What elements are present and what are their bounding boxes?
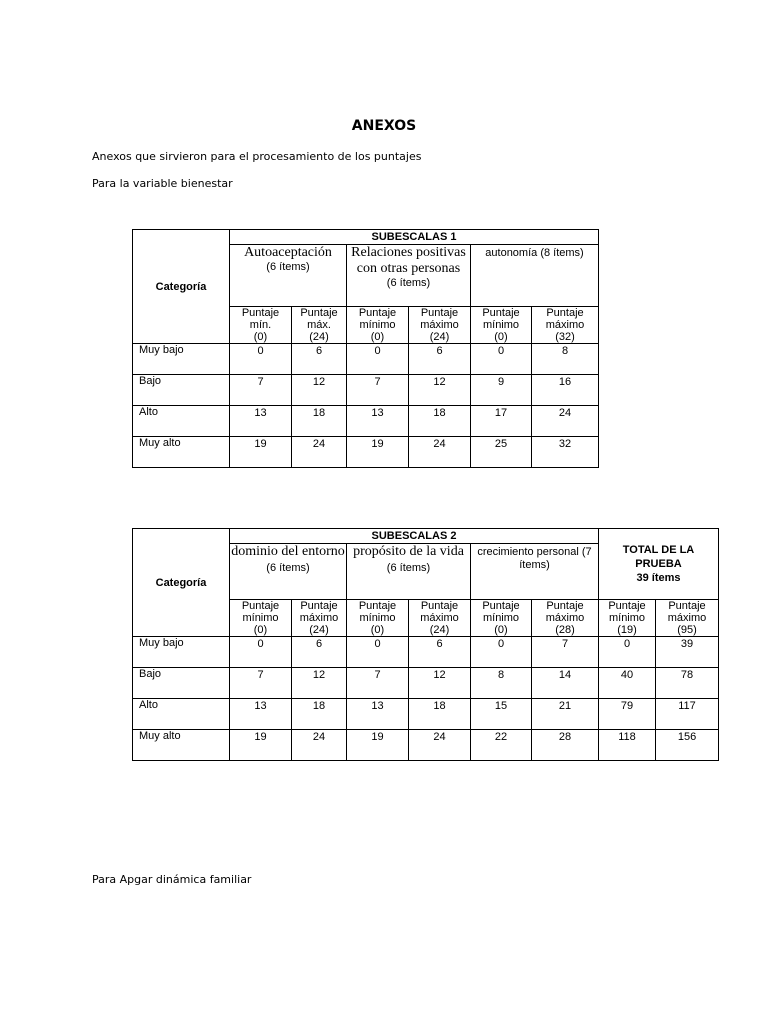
cell: 39 xyxy=(656,637,719,668)
subescalas-header: SUBESCALAS 2 xyxy=(230,529,599,544)
total-items: 39 ítems xyxy=(636,572,681,584)
cell: 0 xyxy=(471,344,532,375)
cell: 7 xyxy=(230,668,292,699)
subscale-autoaceptacion xyxy=(230,245,347,307)
total-title: TOTAL DE LA PRUEBA xyxy=(622,544,695,570)
score-head: Puntaje mínimo (0) xyxy=(347,600,409,637)
score-head: Puntaje máximo (24) xyxy=(292,600,347,637)
score-head: Puntaje máximo (24) xyxy=(409,600,471,637)
cell: 13 xyxy=(347,406,409,437)
table-row xyxy=(133,637,719,668)
table-row xyxy=(133,668,719,699)
subscale-items: (6 ítems) xyxy=(386,277,431,289)
row-label: Muy bajo xyxy=(133,637,230,668)
cell: 0 xyxy=(599,637,656,668)
subscale-name: dominio del entorno (6 ítems) xyxy=(231,544,345,574)
categoria-header: Categoría xyxy=(133,529,230,637)
score-head: Puntaje máximo (28) xyxy=(532,600,599,637)
table-row xyxy=(133,437,599,468)
variable-paragraph: Para la variable bienestar xyxy=(92,177,233,190)
cell: 118 xyxy=(599,730,656,761)
cell: 12 xyxy=(409,375,471,406)
cell: 0 xyxy=(347,344,409,375)
cell: 13 xyxy=(230,406,292,437)
cell: 12 xyxy=(409,668,471,699)
table-row xyxy=(133,406,599,437)
cell: 18 xyxy=(409,406,471,437)
table-row xyxy=(133,730,719,761)
subscale-name: crecimiento personal (7 ítems) xyxy=(477,546,592,571)
cell: 0 xyxy=(471,637,532,668)
cell: 28 xyxy=(532,730,599,761)
row-label: Bajo xyxy=(133,668,230,699)
cell: 7 xyxy=(347,668,409,699)
cell: 19 xyxy=(347,437,409,468)
cell: 15 xyxy=(471,699,532,730)
score-head: Puntaje máximo (24) xyxy=(409,307,471,344)
score-head: Puntaje mínimo (0) xyxy=(471,600,532,637)
score-head: Puntaje mín. (0) xyxy=(230,307,292,344)
cell: 7 xyxy=(532,637,599,668)
table-row xyxy=(133,375,599,406)
cell: 19 xyxy=(230,730,292,761)
subscale-relaciones xyxy=(347,245,471,307)
cell: 40 xyxy=(599,668,656,699)
subscale-dominio xyxy=(230,544,347,600)
cell: 25 xyxy=(471,437,532,468)
cell: 6 xyxy=(409,637,471,668)
cell: 18 xyxy=(292,406,347,437)
cell: 78 xyxy=(656,668,719,699)
subscale-name: Relaciones positivas con otras personas xyxy=(351,245,466,276)
apgar-paragraph: Para Apgar dinámica familiar xyxy=(92,873,252,886)
cell: 8 xyxy=(471,668,532,699)
cell: 14 xyxy=(532,668,599,699)
cell: 19 xyxy=(347,730,409,761)
cell: 32 xyxy=(532,437,599,468)
subscale-items: (6 ítems) xyxy=(266,261,310,273)
cell: 7 xyxy=(230,375,292,406)
cell: 6 xyxy=(292,344,347,375)
cell: 0 xyxy=(230,637,292,668)
cell: 13 xyxy=(347,699,409,730)
row-label: Muy alto xyxy=(133,437,230,468)
cell: 12 xyxy=(292,375,347,406)
subescalas-header: SUBESCALAS 1 xyxy=(230,230,599,245)
intro-paragraph: Anexos que sirvieron para el procesamiento de los puntajes xyxy=(92,150,422,163)
cell: 17 xyxy=(471,406,532,437)
subescalas-2-table xyxy=(132,528,719,761)
cell: 24 xyxy=(409,730,471,761)
cell: 79 xyxy=(599,699,656,730)
subscale-crecimiento xyxy=(471,544,599,600)
cell: 8 xyxy=(532,344,599,375)
score-head: Puntaje mínimo (0) xyxy=(230,600,292,637)
cell: 0 xyxy=(347,637,409,668)
score-head: Puntaje mínimo (19) xyxy=(599,600,656,637)
subscale-autonomia xyxy=(471,245,599,307)
cell: 24 xyxy=(292,437,347,468)
row-label: Muy bajo xyxy=(133,344,230,375)
cell: 19 xyxy=(230,437,292,468)
subscale-name: propósito de la vida (6 ítems) xyxy=(353,544,464,574)
cell: 18 xyxy=(292,699,347,730)
row-label: Bajo xyxy=(133,375,230,406)
cell: 24 xyxy=(292,730,347,761)
categoria-header: Categoría xyxy=(133,230,230,344)
subescalas-1-table xyxy=(132,229,599,468)
cell: 22 xyxy=(471,730,532,761)
cell: 13 xyxy=(230,699,292,730)
cell: 7 xyxy=(347,375,409,406)
page-title: ANEXOS xyxy=(351,118,417,134)
row-label: Alto xyxy=(133,699,230,730)
cell: 21 xyxy=(532,699,599,730)
cell: 18 xyxy=(409,699,471,730)
score-head: Puntaje mínimo (0) xyxy=(347,307,409,344)
score-head: Puntaje máximo (95) xyxy=(656,600,719,637)
cell: 156 xyxy=(656,730,719,761)
cell: 0 xyxy=(230,344,292,375)
subscale-proposito xyxy=(347,544,471,600)
table-row xyxy=(133,344,599,375)
score-head: Puntaje mínimo (0) xyxy=(471,307,532,344)
cell: 24 xyxy=(409,437,471,468)
cell: 117 xyxy=(656,699,719,730)
total-header xyxy=(599,529,719,600)
cell: 16 xyxy=(532,375,599,406)
score-head: Puntaje máximo (32) xyxy=(532,307,599,344)
cell: 9 xyxy=(471,375,532,406)
subscale-name: autonomía (8 ítems) xyxy=(485,247,584,259)
cell: 6 xyxy=(409,344,471,375)
cell: 24 xyxy=(532,406,599,437)
row-label: Alto xyxy=(133,406,230,437)
cell: 6 xyxy=(292,637,347,668)
subscale-name: Autoaceptación xyxy=(244,245,332,260)
table-row xyxy=(133,699,719,730)
score-head: Puntaje máx. (24) xyxy=(292,307,347,344)
row-label: Muy alto xyxy=(133,730,230,761)
cell: 12 xyxy=(292,668,347,699)
